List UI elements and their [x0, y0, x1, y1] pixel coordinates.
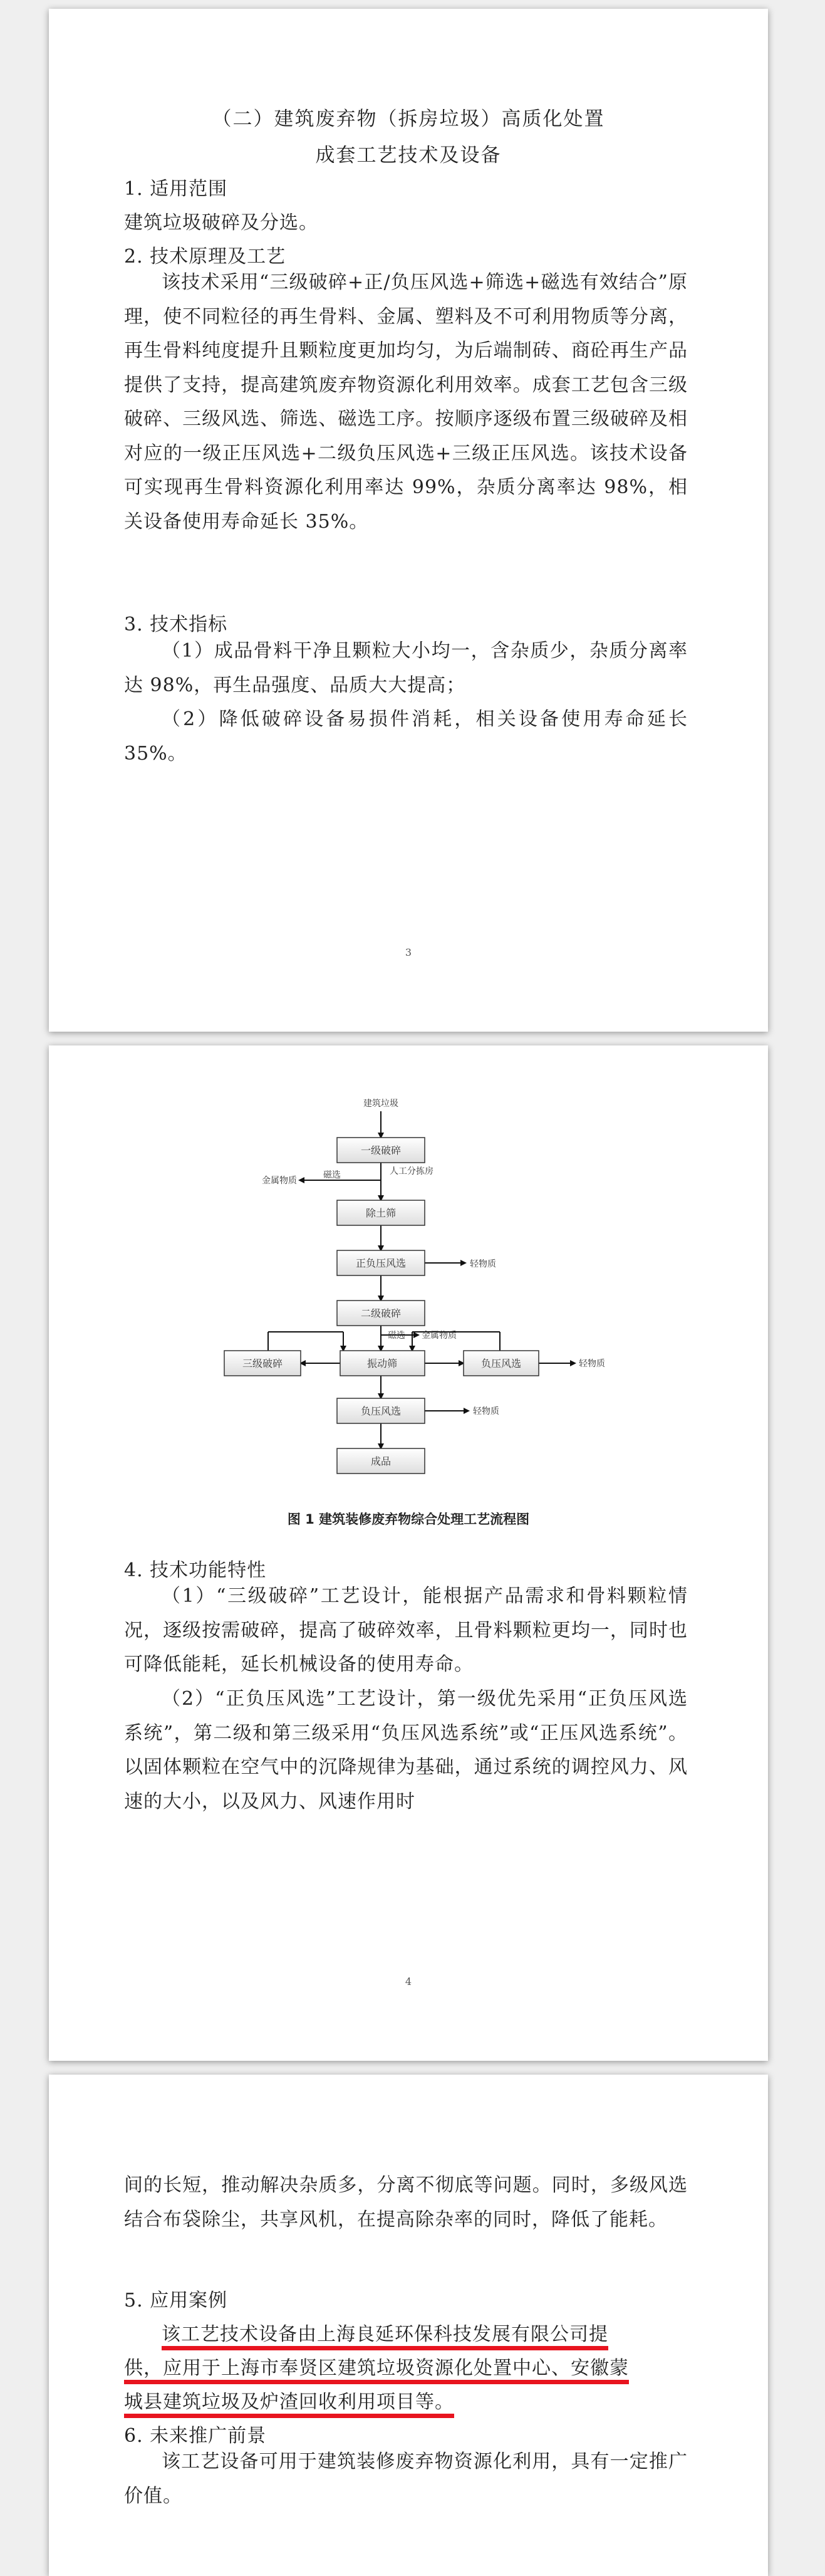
document-page-1 — [49, 9, 768, 1032]
flow-magnet-1: 磁选 — [323, 1170, 341, 1180]
flow-metal-out-1: 金属物质 — [262, 1176, 297, 1186]
heading-principle: 2. 技术原理及工艺 — [124, 246, 286, 268]
heading-features: 4. 技术功能特性 — [124, 1559, 267, 1581]
flow-light-out-3: 轻物质 — [473, 1406, 499, 1416]
principle-text: 该技术采用“三级破碎+正/负压风选+筛选+磁选有效结合”原理，使不同粒径的再生骨料、金属、塑料及不可利用物质等分离，再生骨料纯度提升且颗粒度更加均匀，为后端制砖、商砼再生产品提供了支持，提高建筑废弃物资源化利用效率。成套工艺包含三级破碎、三级风选、筛选、磁选工序。按顺序逐级布置三级破碎及相对应的一级正压风选+二级负压风选+三级正压风选。该技术设备可实现再生骨料资源化利用率达 99%，杂质分离率达 98%，相关设备使用寿命延长 35%。 — [124, 271, 688, 533]
flow-neg-air-1: 负压风选 — [480, 1358, 522, 1369]
case-text-1: 该工艺技术设备由上海良延环保科技发展有限公司提 — [162, 2323, 608, 2345]
flow-crush-3: 三级破碎 — [242, 1358, 283, 1369]
figure-caption: 图 1 建筑装修废弃物综合处理工艺流程图 — [287, 1512, 530, 1527]
heading-indicators: 3. 技术指标 — [124, 614, 228, 636]
flow-manual-sort: 人工分拣房 — [390, 1166, 433, 1176]
section-subtitle: 成套工艺技术及设备 — [315, 144, 502, 167]
case-text-3: 城县建筑垃圾及炉渣回收利用项目等。 — [124, 2391, 454, 2413]
flow-crush-2: 二级破碎 — [360, 1307, 402, 1319]
feature-item-1: （1）“三级破碎”工艺设计，能根据产品需求和骨料颗粒情况，逐级按需破碎，提高了破碎效率，且骨料颗粒更均一，同时也可降低能耗，延长机械设备的使用寿命。 — [124, 1585, 688, 1675]
flow-vib-screen: 振动筛 — [366, 1358, 398, 1369]
flow-input: 建筑垃圾 — [363, 1099, 398, 1109]
case-line-3 — [124, 2386, 454, 2414]
page-number: 4 — [405, 1976, 412, 1987]
case-line-1 — [162, 2318, 608, 2346]
continuation-text: 间的长短，推动解决杂质多，分离不彻底等问题。同时，多级风选结合布袋除尘，共享风机，在提高除杂率的同时，降低了能耗。 — [124, 2174, 688, 2231]
indicator-item-1: （1）成品骨料干净且颗粒大小均一，含杂质少，杂质分离率达 98%，再生品强度、品质大大提高； — [124, 640, 688, 696]
heading-scope: 1. 适用范围 — [124, 178, 228, 200]
scope-text: 建筑垃圾破碎及分选。 — [124, 212, 318, 234]
flow-product: 成品 — [370, 1455, 392, 1467]
flow-neg-air-2: 负压风选 — [360, 1405, 402, 1417]
feature-item-2: （2）“正负压风选”工艺设计，第一级优先采用“正负压风选系统”，第二级和第三级采用“负压风选系统”或“正压风选系统”。以固体颗粒在空气中的沉降规律为基础，通过系统的调控风力、风速的大小，以及风力、风速作用时 — [124, 1688, 688, 1813]
flow-light-out-1: 轻物质 — [470, 1259, 496, 1269]
flow-light-out-2: 轻物质 — [579, 1359, 605, 1369]
flow-crush-1: 一级破碎 — [360, 1144, 402, 1156]
page-number: 3 — [405, 946, 412, 958]
process-flowchart — [174, 1092, 650, 1487]
flow-metal-out-2: 金属物质 — [422, 1331, 457, 1341]
document-page-3 — [49, 2075, 768, 2576]
case-text-2: 供，应用于上海市奉贤区建筑垃圾资源化处置中心、安徽蒙 — [124, 2357, 629, 2379]
prospects-text: 该工艺设备可用于建筑装修废弃物资源化利用，具有一定推广价值。 — [124, 2451, 688, 2507]
flow-magnet-2: 磁选 — [388, 1331, 405, 1341]
case-line-2 — [124, 2352, 629, 2380]
section-title: （二）建筑废弃物（拆房垃圾）高质化处置 — [212, 108, 605, 130]
flow-soil-screen: 除土筛 — [365, 1207, 397, 1219]
document-page-2 — [49, 1045, 768, 2061]
flow-pos-neg-air: 正负压风选 — [355, 1257, 407, 1269]
heading-cases: 5. 应用案例 — [124, 2290, 228, 2312]
indicator-item-2: （2）降低破碎设备易损件消耗，相关设备使用寿命延长 35%。 — [124, 708, 688, 765]
heading-prospects: 6. 未来推广前景 — [124, 2425, 267, 2447]
